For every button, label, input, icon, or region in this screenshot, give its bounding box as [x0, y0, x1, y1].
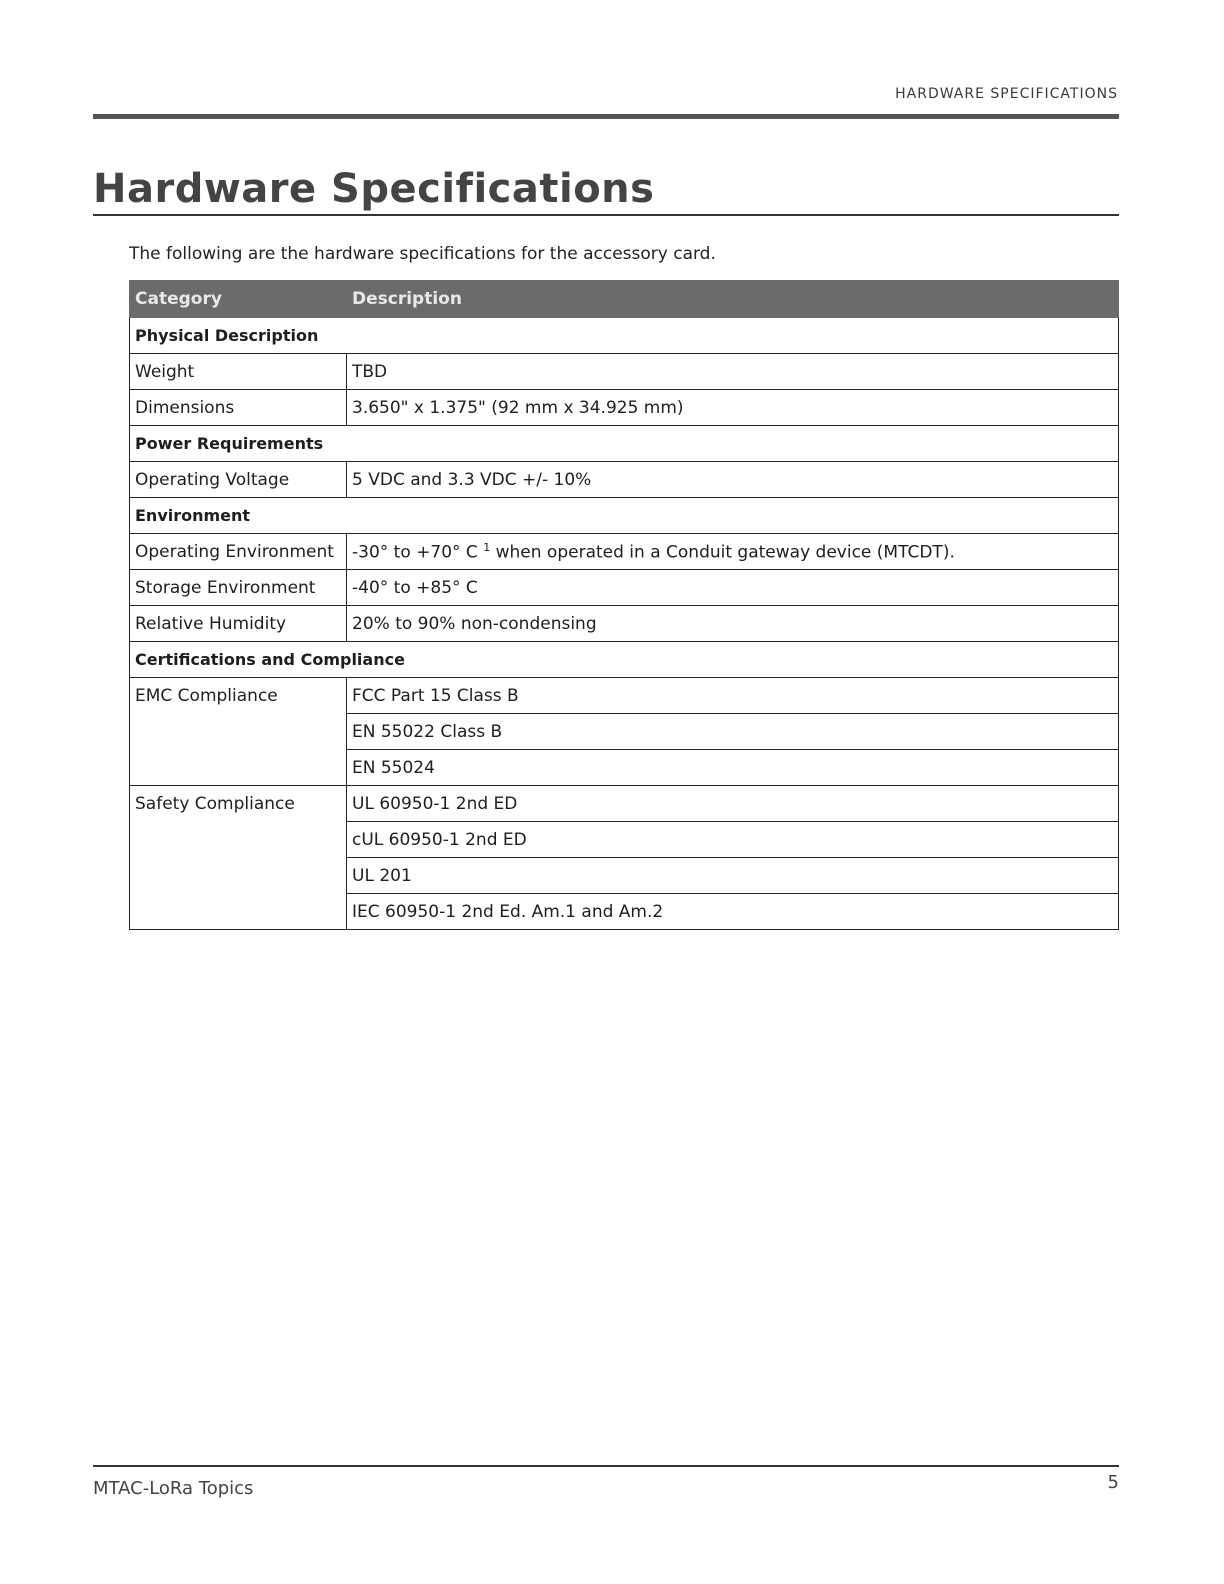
section-row-certifications	[130, 642, 1119, 678]
table-row	[130, 570, 1119, 606]
table-row	[130, 354, 1119, 390]
table-row	[130, 462, 1119, 498]
row-label-safety-compliance: Safety Compliance	[130, 786, 347, 930]
row-value-operating-voltage: 5 VDC and 3.3 VDC +/- 10%	[347, 462, 1119, 498]
table-row	[130, 606, 1119, 642]
row-value-relative-humidity: 20% to 90% non-condensing	[347, 606, 1119, 642]
row-value-weight: TBD	[347, 354, 1119, 390]
section-label: Environment	[130, 498, 1119, 534]
row-value-emc-item: FCC Part 15 Class B	[347, 678, 1119, 714]
page-title: Hardware Specifications	[93, 166, 655, 212]
header-category: Category	[130, 281, 347, 318]
row-label-storage-environment: Storage Environment	[130, 570, 347, 606]
section-label: Power Requirements	[130, 426, 1119, 462]
section-label: Certifications and Compliance	[130, 642, 1119, 678]
row-value-storage-environment: -40° to +85° C	[347, 570, 1119, 606]
row-value-safety-item: IEC 60950-1 2nd Ed. Am.1 and Am.2	[347, 894, 1119, 930]
row-value-safety-item: UL 60950-1 2nd ED	[347, 786, 1119, 822]
row-label-operating-environment: Operating Environment	[130, 534, 347, 570]
value-text: when operated in a Conduit gateway device (MTCDT).	[490, 542, 955, 563]
value-text: -30° to +70° C	[352, 542, 484, 563]
row-value-emc-item: EN 55024	[347, 750, 1119, 786]
table-row	[130, 678, 1119, 714]
footnote-marker: 1	[483, 540, 491, 554]
intro-paragraph: The following are the hardware specifications for the accessory card.	[129, 244, 716, 264]
header-rule	[93, 114, 1119, 119]
hardware-specs-table	[129, 280, 1119, 930]
page-number: 5	[1107, 1472, 1119, 1493]
section-label: Physical Description	[130, 318, 1119, 354]
table-row	[130, 390, 1119, 426]
row-value-safety-item: UL 201	[347, 858, 1119, 894]
row-value-operating-environment	[347, 534, 1119, 570]
row-label-operating-voltage: Operating Voltage	[130, 462, 347, 498]
header-description: Description	[347, 281, 1119, 318]
title-rule	[93, 214, 1119, 216]
section-row-power	[130, 426, 1119, 462]
footer-rule	[93, 1465, 1119, 1467]
row-value-dimensions: 3.650" x 1.375" (92 mm x 34.925 mm)	[347, 390, 1119, 426]
running-header: HARDWARE SPECIFICATIONS	[895, 86, 1118, 102]
row-label-weight: Weight	[130, 354, 347, 390]
footer-doc-title: MTAC-LoRa Topics	[93, 1478, 254, 1499]
section-row-physical	[130, 318, 1119, 354]
table-row	[130, 534, 1119, 570]
table-row	[130, 786, 1119, 822]
row-label-relative-humidity: Relative Humidity	[130, 606, 347, 642]
section-row-environment	[130, 498, 1119, 534]
row-label-dimensions: Dimensions	[130, 390, 347, 426]
row-value-safety-item: cUL 60950-1 2nd ED	[347, 822, 1119, 858]
table-header-row	[130, 281, 1119, 318]
row-label-emc-compliance: EMC Compliance	[130, 678, 347, 786]
row-value-emc-item: EN 55022 Class B	[347, 714, 1119, 750]
